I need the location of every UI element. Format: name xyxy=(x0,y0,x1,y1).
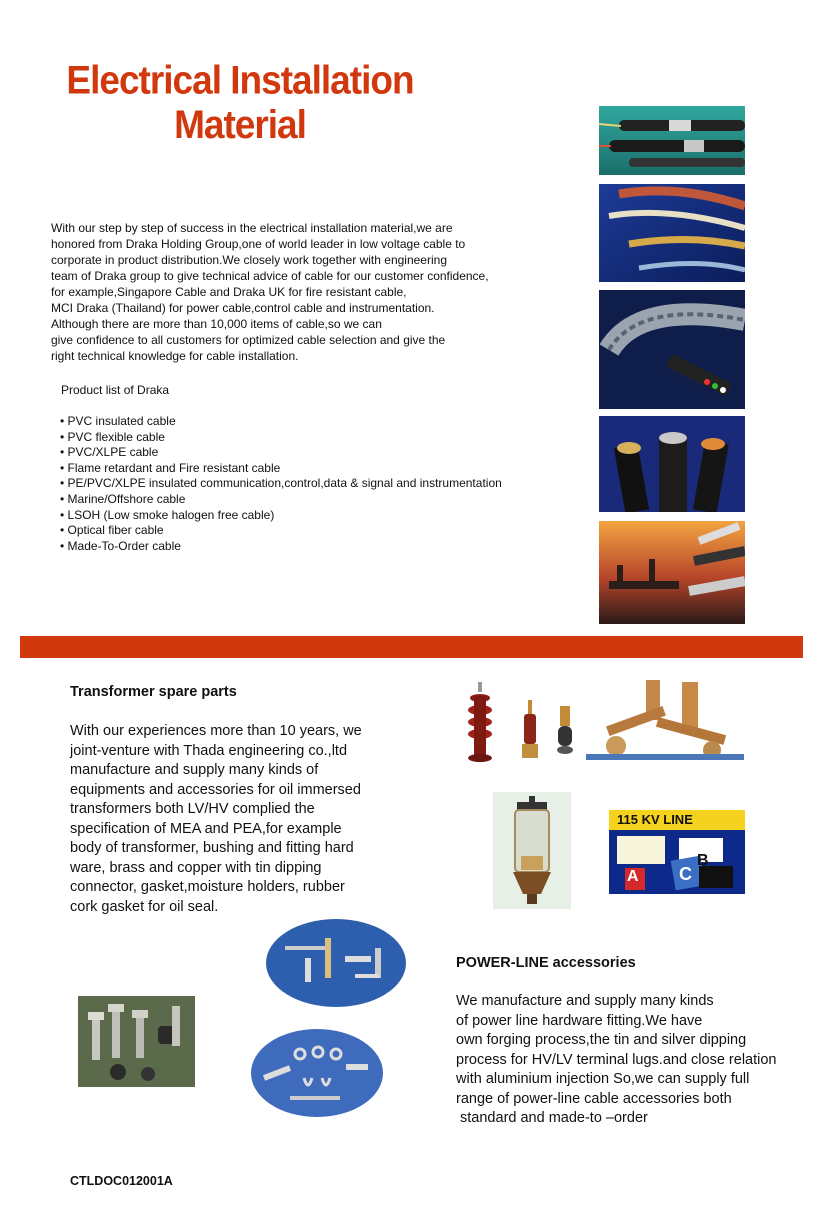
list-item: • Made-To-Order cable xyxy=(60,539,502,555)
powerline-line: standard and made-to –order xyxy=(456,1110,648,1126)
intro-line: for example,Singapore Cable and Draka UK for fire resistant cable, xyxy=(51,285,407,299)
cable-photo-1 xyxy=(599,106,745,175)
document-code: CTLDOC012001A xyxy=(70,1174,173,1188)
transformer-heading: Transformer spare parts xyxy=(70,684,237,700)
intro-line: give confidence to all customers for optimized cable selection and give the xyxy=(51,333,446,347)
powerline-line: of power line hardware fitting.We have xyxy=(456,1012,703,1029)
title-line-1: Electrical Installation xyxy=(66,58,414,103)
transformer-line: body of transformer, bushing and fitting hard xyxy=(70,840,354,856)
list-item: • PE/PVC/XLPE insulated communication,control,data & signal and instrumentation xyxy=(60,476,502,492)
hardware-oval-photo-1 xyxy=(265,918,407,1008)
transformer-line: With our experiences more than 10 years, we xyxy=(70,723,362,739)
transformer-line: ware, brass and copper with tin dipping xyxy=(70,859,322,876)
transformer-paragraph xyxy=(70,722,430,917)
section-divider xyxy=(20,636,803,658)
label-letter-c: C xyxy=(679,864,692,884)
list-item: • Optical fiber cable xyxy=(60,523,502,539)
list-item: • PVC/XLPE cable xyxy=(60,445,502,461)
product-list xyxy=(60,414,502,554)
intro-line: honored from Draka Holding Group,one of world leader in low voltage cable to xyxy=(51,237,466,251)
powerline-line: process for HV/LV terminal lugs.and close relation xyxy=(456,1051,777,1068)
page-title xyxy=(50,58,430,147)
powerline-paragraph xyxy=(456,992,816,1129)
powerline-heading: POWER-LINE accessories xyxy=(456,955,636,971)
cable-photo-5 xyxy=(599,521,745,624)
brass-fittings-photo xyxy=(586,676,744,768)
intro-line: MCI Draka (Thailand) for power cable,control cable and instrumentation. xyxy=(51,301,435,315)
list-item: • PVC insulated cable xyxy=(60,414,502,430)
bolts-photo xyxy=(78,996,195,1087)
intro-line: With our step by step of success in the electrical installation material,we are xyxy=(51,221,453,235)
transformer-line: equipments and accessories for oil immersed xyxy=(70,781,361,798)
list-item: • Marine/Offshore cable xyxy=(60,492,502,508)
transformer-line: joint-venture with Thada engineering co.,ltd xyxy=(70,742,348,759)
transformer-line: manufacture and supply many kinds of xyxy=(70,762,319,778)
transformer-line: transformers both LV/HV complied the xyxy=(70,801,315,817)
label-kv-text: 115 KV LINE xyxy=(617,812,693,827)
powerline-line: with aluminium injection So,we can supply full xyxy=(456,1071,750,1087)
cable-photo-2 xyxy=(599,184,745,282)
list-item: • LSOH (Low smoke halogen free cable) xyxy=(60,508,502,524)
cable-photo-3 xyxy=(599,290,745,409)
transformer-line: connector, gasket,moisture holders, rubber xyxy=(70,879,345,895)
bushing-photo xyxy=(462,676,580,768)
transformer-line: specification of MEA and PEA,for example xyxy=(70,820,342,837)
intro-line: corporate in product distribution.We closely work together with engineering xyxy=(51,253,447,267)
hardware-oval-photo-2 xyxy=(250,1028,384,1118)
title-line-2: Material xyxy=(174,102,306,147)
powerline-line: own forging process,the tin and silver dipping xyxy=(456,1032,747,1048)
list-item: • PVC flexible cable xyxy=(60,430,502,446)
label-letter-b: B xyxy=(697,852,709,869)
label-card-photo xyxy=(609,810,745,894)
moisture-holder-photo xyxy=(493,792,571,909)
intro-line: Although there are more than 10,000 items of cable,so we can xyxy=(51,317,382,331)
intro-line: team of Draka group to give technical advice of cable for our customer confidence, xyxy=(51,269,489,283)
powerline-line: range of power-line cable accessories both xyxy=(456,1090,732,1107)
label-letter-a: A xyxy=(627,868,639,885)
powerline-line: We manufacture and supply many kinds xyxy=(456,993,714,1009)
intro-paragraph xyxy=(51,220,571,364)
transformer-line: cork gasket for oil seal. xyxy=(70,898,219,915)
cable-photo-4 xyxy=(599,416,745,512)
list-item: • Flame retardant and Fire resistant cable xyxy=(60,461,502,477)
product-list-heading: Product list of Draka xyxy=(61,383,170,397)
intro-line: right technical knowledge for cable installation. xyxy=(51,349,299,363)
